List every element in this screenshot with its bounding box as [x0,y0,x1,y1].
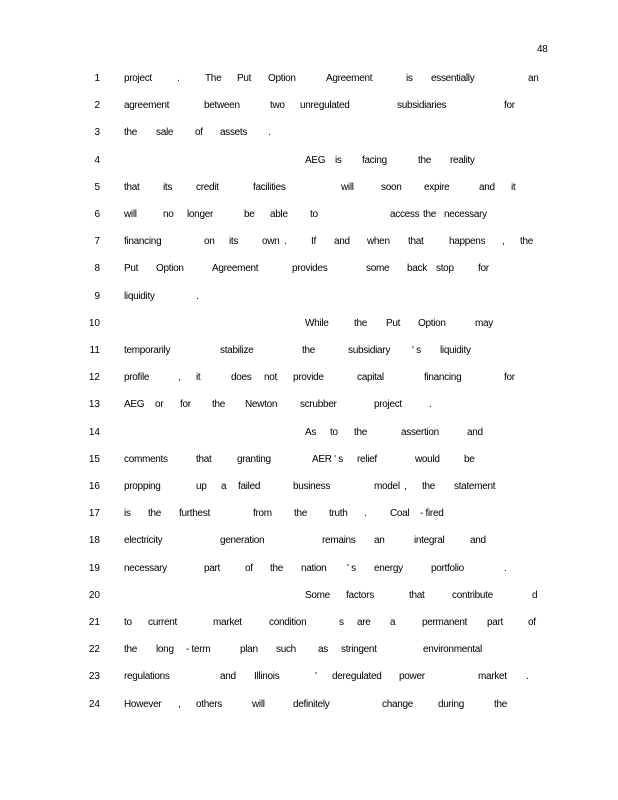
word: credit [196,181,219,193]
text-line [0,427,618,441]
line-number: 5 [94,181,100,193]
word: that [124,181,140,193]
text-line [0,699,618,713]
text-line [0,236,618,250]
word: the [422,481,436,492]
word: scrubber [300,399,337,411]
word: stringent [341,644,377,656]
word: . [429,399,432,411]
line-number: 6 [94,209,100,220]
word: stabilize [220,345,254,356]
word: environmental [423,644,482,656]
word: an [528,73,539,84]
word: financing [424,372,462,384]
word: some [366,263,390,275]
word: from [253,508,272,520]
word: or [155,399,164,411]
word: . [196,290,199,302]
word: of [195,127,203,139]
word: provides [292,263,328,275]
word: assets [220,127,248,139]
line-number: 17 [88,508,100,520]
line-number: 2 [94,100,100,112]
word: Put [124,263,139,275]
word: factors [346,589,374,601]
line-number: 7 [94,236,100,248]
word: essentially [431,73,475,84]
text-line [0,263,618,277]
word: may [475,317,493,329]
word: access [390,209,420,220]
word: . [268,127,271,139]
word: d [532,589,538,601]
word: business [293,481,331,492]
word: s [339,617,344,628]
word: soon [381,181,402,193]
word: project [374,399,402,411]
word: part [487,617,504,628]
word: its [229,236,239,248]
word: that [196,453,212,465]
word: - fired [420,508,444,520]
word: a [390,617,396,628]
word: , [178,698,181,710]
word: AEG [124,399,145,411]
word: . [504,562,507,574]
word: be [464,453,475,465]
text-line [0,209,618,223]
word: facing [362,154,387,166]
line-number: 3 [94,127,100,139]
word: stop [436,263,454,275]
word: would [415,453,440,465]
word: . [526,671,529,683]
text-line [0,127,618,141]
word: the [212,399,226,411]
word: However [124,698,162,710]
text-line [0,372,618,386]
word: the [124,127,138,139]
text-line [0,155,618,169]
word: project [124,73,152,84]
word: an [374,535,385,547]
word: Option [418,317,446,329]
word: AER ' s [312,453,343,465]
word: on [204,236,215,248]
line-number: 9 [94,290,100,302]
text-line [0,100,618,114]
word: as [318,644,328,656]
word: power [399,671,425,683]
word: Put [386,317,401,329]
word: condition [269,617,307,628]
word: of [528,617,536,628]
line-number: 22 [88,644,100,656]
word: facilities [253,181,286,193]
word: and [479,181,495,193]
word: Option [156,263,184,275]
text-line [0,590,618,604]
word: integral [414,535,445,547]
word: no [163,209,174,220]
word: unregulated [300,100,350,112]
word: such [276,644,296,656]
text-line [0,481,618,495]
word: the [494,698,508,710]
word: current [148,617,178,628]
word: will [252,698,265,710]
word: the [354,426,368,438]
word: Agreement [212,263,259,275]
line-number: 1 [94,73,100,84]
word: liquidity [440,345,471,356]
line-number: 12 [88,372,100,384]
word: failed [238,481,261,492]
text-line [0,318,618,332]
word: change [382,698,414,710]
word: is [335,154,342,166]
word: statement [454,481,496,492]
word: its [163,181,173,193]
word: capital [357,372,384,384]
word: the [520,236,534,248]
word: necessary [124,562,167,574]
word: for [478,263,489,275]
line-number: 21 [88,617,100,628]
word: , [502,236,505,248]
word: Put [237,73,252,84]
word: remains [322,535,356,547]
word: ' s [412,345,421,356]
word: While [305,317,329,329]
word: back [407,263,427,275]
word: definitely [293,698,330,710]
text-line [0,617,618,631]
word: market [478,671,507,683]
word: truth [329,508,348,520]
word: is [124,508,131,520]
word: happens [449,236,486,248]
word: reality [450,154,475,166]
line-number: 24 [88,698,100,710]
word: Agreement [326,73,373,84]
line-number: 14 [88,426,100,438]
word: a [221,481,227,492]
word: AEG [305,154,326,166]
word: . [177,73,180,84]
line-number: 11 [89,345,100,356]
word: generation [220,535,265,547]
text-line [0,535,618,549]
word: of [245,562,253,574]
line-number: 8 [94,263,100,275]
word: profile [124,372,150,384]
word: Coal [390,508,410,520]
word: If [311,236,316,248]
word: it [511,181,516,193]
word: that [409,589,425,601]
word: the [294,508,308,520]
word: the [418,154,432,166]
word: Illinois [254,671,280,683]
word: and [220,671,236,683]
word: The [205,73,222,84]
line-number: 15 [88,453,100,465]
word: will [124,209,137,220]
word: necessary [444,209,487,220]
word: and [334,236,350,248]
word: the [423,209,437,220]
word: and [470,535,486,547]
word: long [156,644,174,656]
line-number: 16 [88,481,100,492]
word: Some [305,589,330,601]
line-number: 4 [94,154,100,166]
text-line [0,345,618,359]
word: Option [268,73,296,84]
word: , [178,372,181,384]
word: for [504,100,515,112]
word: that [408,236,424,248]
word: the [124,644,138,656]
word: agreement [124,100,170,112]
page-number: 48 [537,44,548,55]
word: does [231,372,252,384]
line-number: 19 [88,562,100,574]
word: financing [124,236,162,248]
word: will [341,181,354,193]
word: relief [357,453,377,465]
word: the [354,317,368,329]
line-number: 10 [88,317,100,329]
word: sale [156,127,174,139]
word: liquidity [124,290,155,302]
word: nation [301,562,327,574]
word: provide [293,372,324,384]
word: ' [315,671,317,683]
word: furthest [179,508,210,520]
word: to [330,426,338,438]
word: expire [424,181,450,193]
text-line [0,399,618,413]
word: subsidiaries [397,100,447,112]
word: the [302,345,316,356]
word: . [364,508,367,520]
word: for [504,372,515,384]
word: between [204,100,240,112]
line-number: 13 [88,399,100,411]
word: market [213,617,242,628]
word: model [374,481,400,492]
word: permanent [422,617,468,628]
word: plan [240,644,258,656]
word: when [367,236,390,248]
word: to [124,617,132,628]
word: comments [124,453,168,465]
word: . [284,236,287,248]
word: own [262,236,280,248]
word: during [438,698,464,710]
word: and [467,426,483,438]
word: the [148,508,162,520]
word: the [270,562,284,574]
word: energy [374,562,403,574]
word: to [310,209,318,220]
word: subsidiary [348,345,391,356]
text-line [0,508,618,522]
word: longer [187,209,213,220]
word: regulations [124,671,170,683]
word: temporarily [124,345,171,356]
word: it [196,372,201,384]
word: not [264,372,278,384]
line-number: 20 [88,589,100,601]
word: , [404,481,407,492]
text-line [0,454,618,468]
word: granting [237,453,271,465]
line-number: 18 [88,535,100,547]
word: up [196,481,207,492]
word: portfolio [431,562,464,574]
word: As [305,426,317,438]
word: for [180,399,191,411]
word: assertion [401,426,439,438]
text-line [0,73,618,87]
text-line [0,563,618,577]
word: able [270,209,288,220]
word: is [406,73,413,84]
text-line [0,291,618,305]
line-number: 23 [88,671,100,683]
word: Newton [245,399,278,411]
word: - term [186,644,211,656]
word: part [204,562,221,574]
text-line [0,644,618,658]
word: ' s [347,562,356,574]
word: electricity [124,535,163,547]
text-line [0,182,618,196]
text-line [0,671,618,685]
word: propping [124,481,161,492]
word: contribute [452,589,493,601]
word: two [270,100,285,112]
word: deregulated [332,671,382,683]
word: are [357,617,371,628]
word: others [196,698,222,710]
word: be [244,209,255,220]
